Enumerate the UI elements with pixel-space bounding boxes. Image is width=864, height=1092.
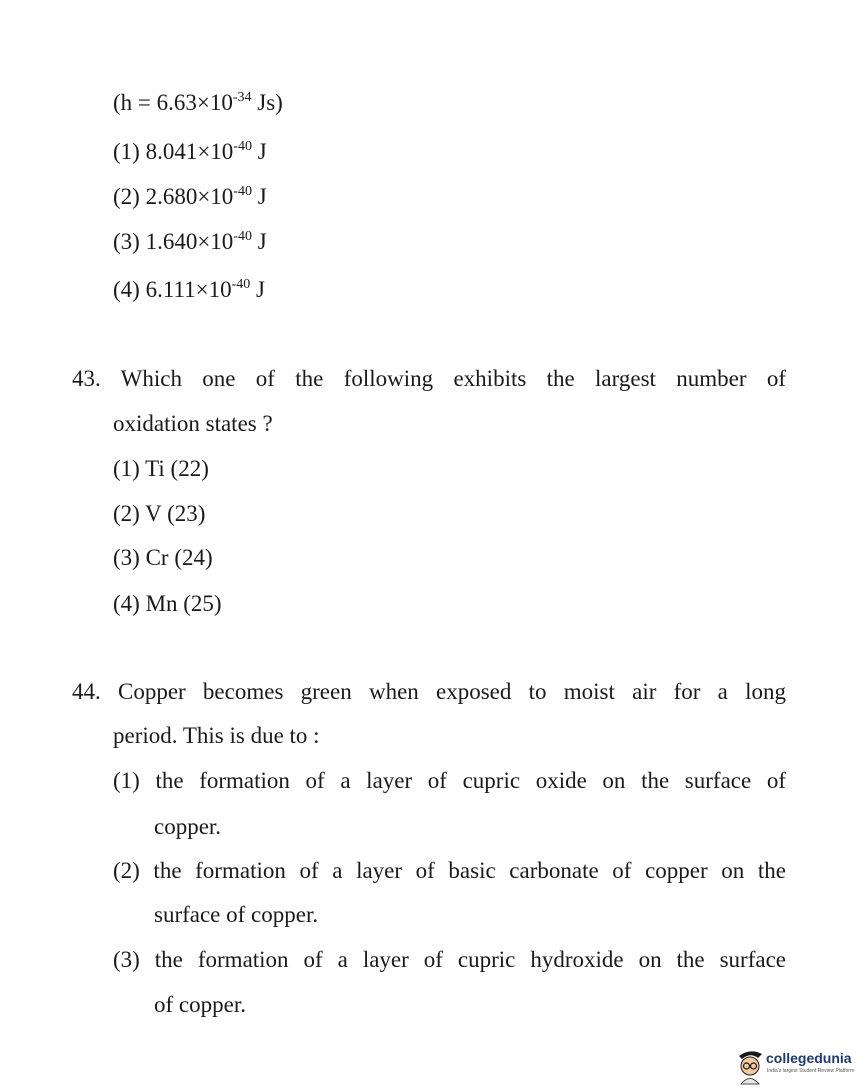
brand-tagline: India's largest Student Review Platform: [767, 1068, 855, 1074]
q42-option-1[interactable]: (1) $8.041\times 10^{-40}$ J: [113, 139, 267, 164]
q43-option-4[interactable]: (4) Mn (25): [113, 591, 222, 616]
q43-option-1[interactable]: (1) Ti (22): [113, 456, 209, 481]
q44-option-2-line-1[interactable]: (2) the formation of a layer of basic carbonate of copper on the: [113, 858, 786, 883]
q43-option-2[interactable]: (2) V (23): [113, 501, 206, 526]
q44-option-2-line-2: surface of copper.: [154, 902, 319, 927]
q42-option-4[interactable]: (4) $6.111\times 10^{-40}$ J: [113, 277, 265, 302]
mascot-icon: [736, 1046, 764, 1086]
q44-option-3-line-1[interactable]: (3) the formation of a layer of cupric hydroxide on the surface: [113, 947, 786, 972]
q44-stem-line-1: 44. Copper becomes green when exposed to moist air for a long: [72, 679, 786, 704]
q44-option-1-line-2: copper.: [154, 814, 222, 839]
q44-option-3-line-2: of copper.: [154, 992, 246, 1017]
q44-option-1-line-1[interactable]: (1) the formation of a layer of cupric oxide on the surface of: [113, 768, 786, 793]
q43-stem-line-2: oxidation states ?: [113, 411, 273, 436]
collegedunia-logo: [736, 1046, 854, 1086]
q44-stem-line-2: period. This is due to :: [113, 723, 320, 748]
brand-name: collegedunia: [766, 1050, 852, 1066]
q42-option-3[interactable]: (3) $1.640\times 10^{-40}$ J: [113, 229, 267, 254]
planck-constant-note: ($h = 6.63\times 10^{-34}$ Js): [113, 90, 283, 115]
q43-stem-line-1: 43. Which one of the following exhibits the largest number of: [72, 366, 786, 391]
q43-option-3[interactable]: (3) Cr (24): [113, 545, 213, 570]
q42-option-2[interactable]: (2) $2.680\times 10^{-40}$ J: [113, 184, 267, 209]
